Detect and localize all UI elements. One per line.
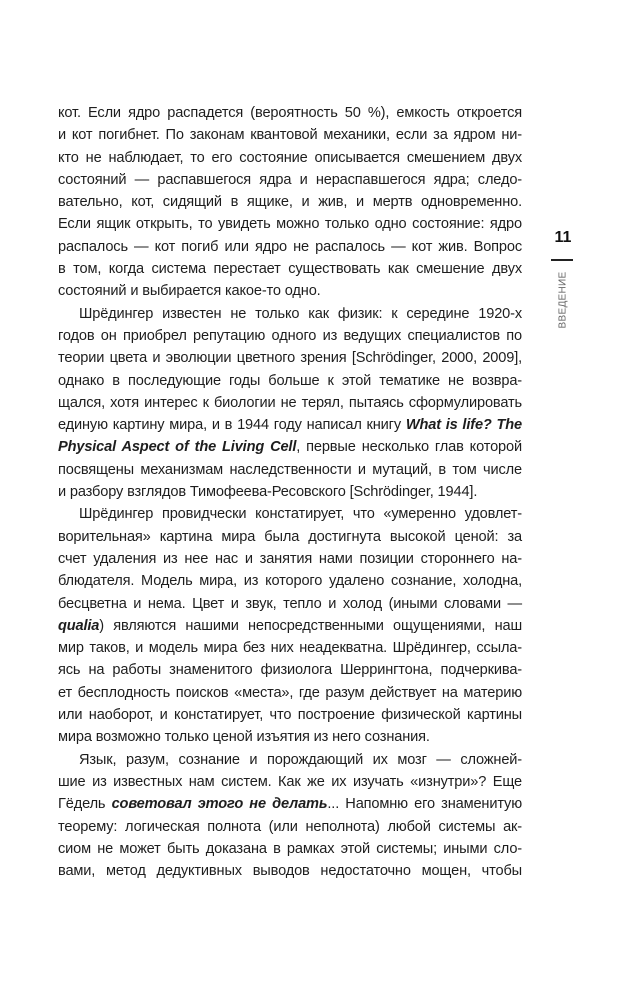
text-line [58,370,522,392]
text-segment: счет удаления из нее нас и занятия нами позиции стороннего на- [58,550,522,567]
body-text [58,102,522,882]
text-segment: однако в последующие годы больше к этой тематике не возвра- [58,372,522,389]
text-line [58,526,522,548]
text-line [58,325,522,347]
text-segment: Язык, разум, сознание и порождающий их мозг — сложней- [79,751,522,768]
text-segment: годов он приобрел репутацию одного из ведущих специалистов по [58,327,522,344]
text-line [58,124,522,146]
text-segment: теорему: логическая полнота (или неполнота) любой системы ак- [58,818,522,835]
text-line [58,659,522,681]
text-segment: бесцветна и нема. Цвет и звук, тепло и холод (иными словами — [58,595,522,612]
text-line [58,414,522,436]
text-line [58,191,522,213]
text-line [58,169,522,191]
text-line [58,303,522,325]
text-line [58,615,522,637]
text-line [58,481,522,503]
running-head: ВВЕДЕНИЕ [557,271,569,329]
text-line [58,793,522,815]
text-line [58,147,522,169]
text-line [58,860,522,882]
text-segment: Если ящик открыть, то увидеть можно только одно состояние: ядро [58,216,522,233]
emphasized-text: What is life? The [405,417,523,434]
emphasized-text: Physical Aspect of the Living Cell [58,439,297,456]
text-line [58,459,522,481]
text-segment: теории цвета и эволюции цветного зрения [Schrödinger, 2000, 2009], [58,350,522,367]
emphasized-text: qualia [58,617,100,634]
text-line [58,771,522,793]
text-segment: состояний — распавшегося ядра и нераспавшегося ядра; следо- [58,171,522,188]
text-segment: ... Напомню его знаменитую [327,796,522,813]
text-segment: Гёдель [58,796,112,813]
text-line [58,637,522,659]
text-line [58,548,522,570]
text-segment: кто не наблюдает, то его состояние описывается смешением двух [58,149,522,166]
text-line [58,682,522,704]
text-segment: ет бесплодность поисков «места», где разум действует на материю [58,684,522,701]
text-segment: мира возможно только ценой изъятия из него сознания. [58,729,430,746]
text-segment: , первые несколько глав которой [296,439,522,456]
text-line [58,347,522,369]
text-line [58,593,522,615]
text-segment: шие из известных нам систем. Как же их изучать «изнутри»? Еще [58,773,522,790]
text-segment: состояний и выбирается какое-то одно. [58,283,321,300]
text-line [58,436,522,458]
text-segment: или наоборот, и констатирует, что построение физической картины [58,707,522,724]
text-segment: посвящены механизмам наследственности и мутаций, в том числе [58,461,522,478]
text-segment: ясь на работы знаменитого физиолога Шеррингтона, подчеркива- [58,662,522,679]
text-segment: вательно, кот, сидящий в ящике, и жив, и мертв одновременно. [58,194,522,211]
text-line [58,280,522,302]
text-line [58,392,522,414]
text-segment: ) являются нашими непосредственными ощущениями, наш [99,617,522,634]
text-line [58,258,522,280]
page-number: 11 [554,229,572,246]
text-line [58,726,522,748]
text-segment: блюдателя. Модель мира, из которого удалено сознание, холодна, [58,573,522,590]
text-line [58,213,522,235]
text-segment: Шрёдингер известен не только как физик: к середине 1920-х [79,305,522,322]
text-line [58,236,522,258]
text-segment: кот. Если ядро распадется (вероятность 50 %), емкость откроется [58,105,522,121]
text-line [58,816,522,838]
text-segment: щался, хотя интерес к биологии не терял, пытаясь сформулировать [58,394,522,411]
text-segment: вами, метод дедуктивных выводов недостаточно мощен, чтобы [58,863,522,880]
text-segment: Шрёдингер провидчески констатирует, что «умеренно удовлет- [79,506,522,523]
text-line [58,570,522,592]
text-segment: мир таков, и модель мира без них неадекватна. Шрёдингер, ссыла- [58,640,522,657]
text-segment: ворительная» картина мира была достигнута высокой ценой: за [58,528,522,545]
text-segment: в том, когда система перестает существовать как смешение двух [58,261,522,278]
text-segment: сиом не может быть доказана в рамках этой системы; иными сло- [58,840,522,857]
text-segment: единую картину мира, и в 1944 году написал книгу [58,417,406,434]
text-line [58,102,522,124]
text-segment: и кот погибнет. По законам квантовой механики, если за ядром ни- [58,127,522,144]
text-segment: распалось — кот погиб или ядро не распалось — кот жив. Вопрос [58,238,522,255]
text-line [58,503,522,525]
text-segment: и разбору взглядов Тимофеева-Ресовского [Schrödinger, 1944]. [58,484,478,501]
text-line [58,838,522,860]
emphasized-text: советовал этого не делать [111,796,328,813]
text-line [58,704,522,726]
margin-divider [551,259,573,261]
text-line [58,749,522,771]
